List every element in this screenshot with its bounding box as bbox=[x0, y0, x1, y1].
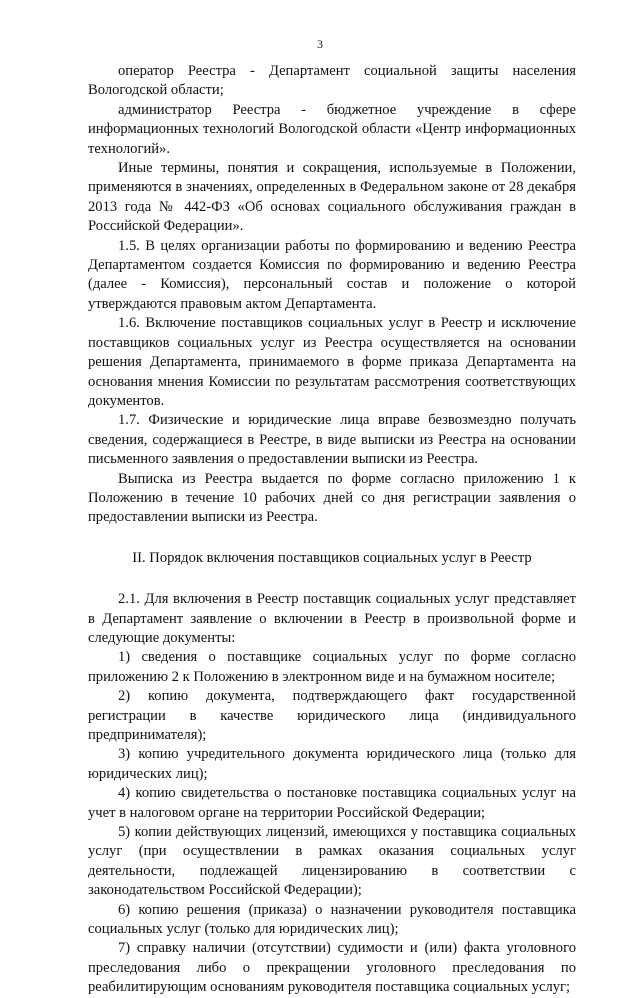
list-item-2: 2) копию документа, подтверждающего факт государственной регистрации в качестве юридического лица (индивидуального предпринимателя); bbox=[88, 688, 576, 743]
paragraph-1-6: 1.6. Включение поставщиков социальных услуг в Реестр и исключение поставщиков социальных услуг из Реестра осуществляется на основании решения Департамента, принимаемого в форме приказа Департамента на основания мнения Комиссии по результатам рассмотрения соответствующих документов. bbox=[88, 315, 576, 409]
paragraph-operator: оператор Реестра - Департамент социальной защиты населения Вологодской области; bbox=[88, 63, 576, 99]
paragraph-extract: Выписка из Реестра выдается по форме согласно приложению 1 к Положению в течение 10 рабочих дней со дня регистрации заявления о предоставлении выписки из Реестра. bbox=[88, 470, 576, 526]
list-item-5: 5) копии действующих лицензий, имеющихся у поставщика социальных услуг (при осуществлении в рамках оказания социальных услуг деятельности, подлежащей лицензированию в соответствии с законодательством Российской Федерации); bbox=[88, 824, 576, 899]
list-item-3: 3) копию учредительного документа юридического лица (только для юридических лиц); bbox=[88, 746, 576, 782]
list-item-7: 7) справку наличии (отсутствии) судимости и (или) факта уголовного преследования либо о прекращении уголовного преследования по реабилитирующим основаниям руководителя поставщика социальных услуг; bbox=[88, 940, 576, 996]
page-number: 3 bbox=[317, 37, 323, 51]
list-item-6: 6) копию решения (приказа) о назначении руководителя поставщика социальных услуг (только для юридических лиц); bbox=[88, 901, 576, 938]
list-item-1: 1) сведения о поставщике социальных услуг по форме согласно приложению 2 к Положению в электронном виде и на бумажном носителе; bbox=[88, 649, 576, 685]
paragraph-1-5: 1.5. В целях организации работы по формированию и ведению Реестра Департаментом создается Комиссия по формированию и ведению Реестра (далее - Комиссия), персональный состав и положение о которой утверждаются правовым актом Департамента. bbox=[88, 237, 576, 312]
paragraph-1-7: 1.7. Физические и юридические лица вправе безвозмездно получать сведения, содержащиеся в Реестре, в виде выписки из Реестра на основании письменного заявления о предоставлении выписки из Реестра. bbox=[88, 412, 576, 468]
document-body bbox=[88, 62, 576, 998]
paragraph-administrator: администратор Реестра - бюджетное учреждение в сфере информационных технологий Вологодской области «Центр информационных технологий». bbox=[88, 101, 576, 157]
paragraph-2-1: 2.1. Для включения в Реестр поставщик социальных услуг представляет в Департамент заявление о включении в Реестр в произвольной форме и следующие документы: bbox=[88, 591, 576, 646]
section-heading: II. Порядок включения поставщиков социальных услуг в Реестр bbox=[132, 549, 532, 566]
list-item-4: 4) копию свидетельства о постановке поставщика социальных услуг на учет в налоговом органе на территории Российской Федерации; bbox=[88, 785, 576, 821]
paragraph-terms: Иные термины, понятия и сокращения, используемые в Положении, применяются в значениях, определенных в Федеральном законе от 28 декабря 2013 года № 442-ФЗ «Об основах социального обслуживания граждан в Российской Федерации». bbox=[88, 160, 576, 235]
